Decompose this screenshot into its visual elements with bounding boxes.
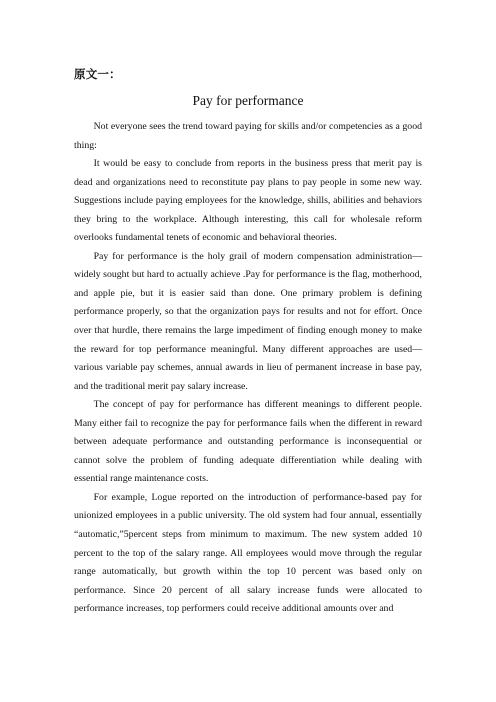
document-title: Pay for performance	[192, 93, 304, 108]
paragraph-2: It would be easy to conclude from reports in the business press that merit pay is dead and organizations need to reconstitute pay plans to pay people in some new way. Suggestions include paying employees for the knowledge, shills, abilities and behaviors they bring to the workplace. Although interesting, this call for wholesale reform overlooks fundamental tenets of economic and behavioral theories.	[74, 158, 422, 244]
section-label: 原文一：	[74, 69, 121, 81]
document-body	[74, 118, 422, 619]
paragraph-3: Pay for performance is the holy grail of modern compensation administration—widely sought but hard to actually achieve .Pay for performance is the flag, motherhood, and apple pie, but it is easier said than done. One primary problem is defining performance properly, so that the organization pays for results and not for effort. Once over that hurdle, there remains the large impediment of finding enough money to make the reward for top performance meaningful. Many different approaches are used—various variable pay schemes, annual awards in lieu of permanent increase in base pay, and the traditional merit pay salary increase.	[74, 250, 422, 392]
paragraph-5: For example, Logue reported on the introduction of performance-based pay for unionized employees in a public university. The old system had four annual, essentially “automatic,”5percent steps from minimum to maximum. The new system added 10 percent to the top of the salary range. All employees would move through the regular range automatically, but growth within the top 10 percent was based only on performance. Since 20 percent of all salary increase funds were allocated to performance increases, top performers could receive additional amounts over and	[74, 491, 422, 615]
paragraph-1: Not everyone sees the trend toward paying for skills and/or competencies as a good thing:	[74, 121, 422, 151]
paragraph-4: The concept of pay for performance has different meanings to different people. Many either fail to recognize the pay for performance fails when the different in reward between adequate performance and outstanding performance is inconsequential or cannot solve the problem of funding adequate differentiation while dealing with essential range maintenance costs.	[74, 399, 422, 485]
